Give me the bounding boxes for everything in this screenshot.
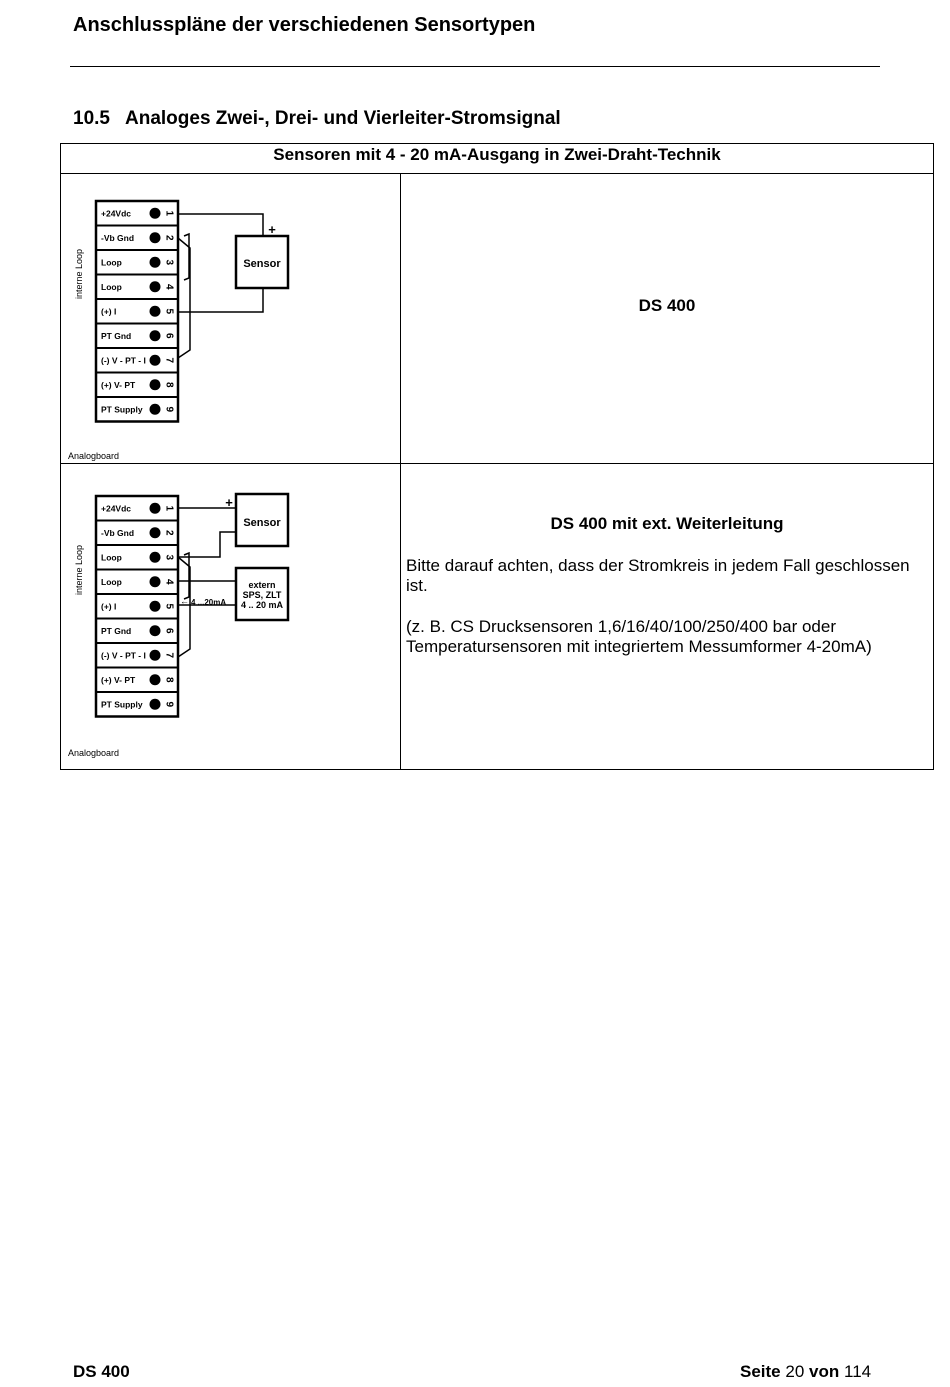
row1-title: DS 400: [638, 296, 696, 315]
analogboard-label: Analogboard: [68, 451, 120, 461]
footer-product: DS 400: [73, 1362, 130, 1381]
row2-paragraph-1: Bitte darauf achten, dass der Stromkreis in jedem Fall geschlossen ist.: [406, 556, 910, 595]
terminal-label: (+) V- PT: [101, 674, 136, 685]
row2-paragraph-2: (z. B. CS Drucksensoren 1,6/16/40/100/250/400 bar oder Temperatursensoren mit integriertem Messumformer 4-20mA): [406, 617, 872, 656]
table-heading: Sensoren mit 4 - 20 mA-Ausgang in Zwei-Draht-Technik: [61, 144, 933, 174]
ground-bridge-line: [178, 557, 190, 657]
terminal-number: 2: [163, 234, 175, 241]
ground-bridge-line: [178, 238, 190, 358]
terminal-label: (+) V- PT: [101, 379, 136, 390]
arrow-left-icon: ←: [180, 596, 189, 606]
row2-title: DS 400 mit ext. Weiterleitung: [550, 514, 784, 533]
terminal-block: [96, 201, 178, 422]
terminal-screw-icon: [150, 601, 161, 612]
terminal-number: 8: [163, 381, 175, 388]
terminal-screw-icon: [150, 232, 161, 243]
footer-page: 20: [785, 1362, 805, 1381]
interne-loop-label: interne Loop: [74, 248, 84, 300]
terminal-screw-icon: [150, 576, 161, 587]
terminal-label: PT Supply: [101, 699, 143, 710]
table-column-divider: [400, 174, 401, 770]
wiring-diagram-two-wire: [60, 174, 399, 463]
terminal-screw-icon: [150, 699, 161, 710]
terminal-screw-icon: [150, 527, 161, 538]
section-heading: [73, 108, 561, 130]
terminal-label: Loop: [101, 576, 122, 587]
terminal-number: 9: [163, 701, 175, 708]
terminal-screw-icon: [150, 281, 161, 292]
terminal-label: (-) V - PT - I: [101, 355, 146, 366]
page-header-title: Anschlusspläne der verschiedenen Sensortypen: [73, 14, 536, 36]
sensor-label: Sensor: [243, 517, 281, 529]
terminal-number: 1: [163, 505, 175, 512]
terminal-screw-icon: [150, 208, 161, 219]
section-title: Analoges Zwei-, Drei- und Vierleiter-Stromsignal: [125, 108, 561, 129]
terminal-screw-icon: [150, 552, 161, 563]
terminal-number: 7: [163, 357, 175, 364]
interne-loop-label: interne Loop: [74, 544, 84, 596]
footer-page-number: [740, 1362, 871, 1382]
terminal-screw-icon: [150, 306, 161, 317]
footer-of-word: von: [809, 1362, 840, 1381]
terminal-number: 4: [163, 283, 175, 290]
terminal-screw-icon: [150, 625, 161, 636]
header-rule: [70, 66, 880, 67]
plus-sign: +: [225, 495, 233, 510]
terminal-screw-icon: [150, 503, 161, 514]
terminal-number: 5: [163, 603, 175, 610]
terminal-number: 7: [163, 652, 175, 659]
terminal-label: Loop: [101, 257, 122, 268]
terminal-label: PT Gnd: [101, 625, 132, 636]
extern-line-2: SPS, ZLT: [242, 590, 282, 600]
section-number: 10.5: [73, 108, 110, 129]
terminal-number: 6: [163, 332, 175, 339]
terminal-number: 8: [163, 676, 175, 683]
extern-line-1: extern: [248, 580, 276, 590]
analogboard-label: Analogboard: [68, 748, 120, 758]
terminal-label: Loop: [101, 552, 122, 563]
terminal-number: 2: [163, 529, 175, 536]
terminal-screw-icon: [150, 650, 161, 661]
loop-bracket: [184, 553, 189, 599]
terminal-label: PT Supply: [101, 404, 143, 415]
terminal-number: 3: [163, 259, 175, 266]
plus-sign: +: [268, 222, 276, 237]
loop-bracket: [184, 234, 189, 280]
terminal-number: 5: [163, 308, 175, 315]
terminal-label: +24Vdc: [101, 208, 132, 219]
terminal-number: 3: [163, 554, 175, 561]
terminal-label: -Vb Gnd: [101, 232, 135, 243]
footer-total: 114: [844, 1362, 872, 1381]
sensor-label: Sensor: [243, 258, 281, 270]
wiring-diagram-ext-forwarding: [60, 464, 399, 770]
terminal-label: (-) V - PT - I: [101, 650, 146, 661]
terminal-label: Loop: [101, 281, 122, 292]
footer-page-word: Seite: [740, 1362, 781, 1381]
wire-plus: [179, 214, 263, 236]
terminal-number: 4: [163, 578, 175, 585]
terminal-screw-icon: [150, 404, 161, 415]
terminal-label: PT Gnd: [101, 330, 132, 341]
wire-current: [179, 288, 263, 312]
terminal-number: 9: [163, 406, 175, 413]
terminal-screw-icon: [150, 379, 161, 390]
terminal-label: (+) I: [101, 601, 117, 612]
current-label: 4 ...20mA: [191, 598, 227, 607]
terminal-number: 6: [163, 627, 175, 634]
extern-line-3: 4 .. 20 mA: [240, 600, 284, 610]
terminal-label: (+) I: [101, 306, 117, 317]
terminal-screw-icon: [150, 674, 161, 685]
terminal-screw-icon: [150, 330, 161, 341]
terminal-label: +24Vdc: [101, 503, 132, 514]
terminal-screw-icon: [150, 355, 161, 366]
terminal-screw-icon: [150, 257, 161, 268]
terminal-number: 1: [163, 210, 175, 217]
terminal-block: [96, 496, 178, 717]
terminal-label: -Vb Gnd: [101, 527, 135, 538]
